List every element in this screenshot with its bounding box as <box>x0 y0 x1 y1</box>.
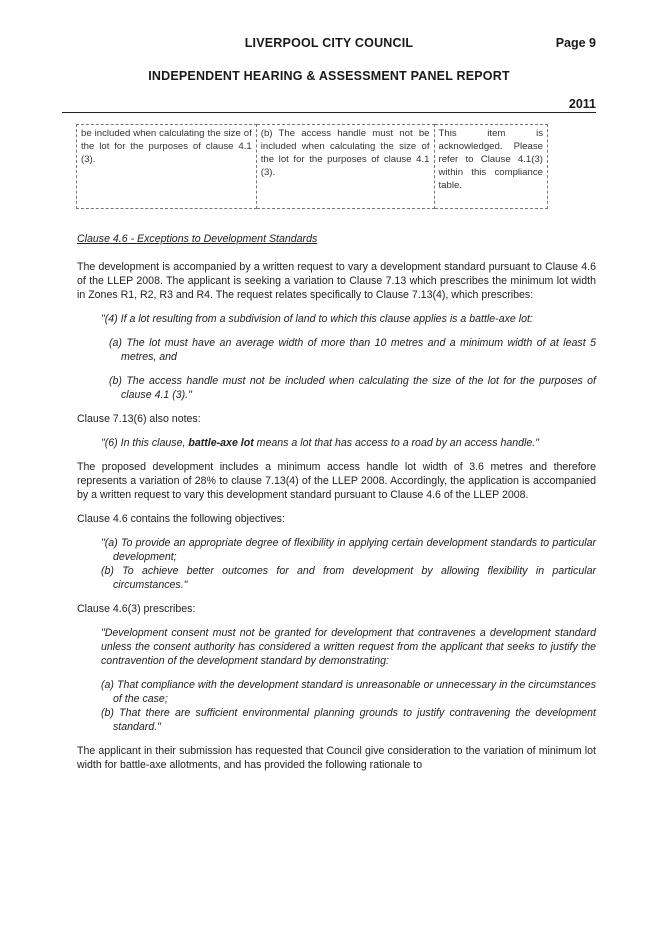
paragraph-objectives-intro: Clause 4.6 contains the following objectives: <box>77 513 285 525</box>
quote-item-a: (a) The lot must have an average width of more than 10 metres and a minimum width of at least 5 metres, and <box>109 337 596 363</box>
table-cell-compliance: This item is acknowledged. Please refer to Clause 4.1(3) within this compliance table. <box>434 125 548 209</box>
quote-text-pre: "(6) In this clause, <box>101 437 189 449</box>
objective-b: (b) To achieve better outcomes for and from development by allowing flexibility in particular circumstances." <box>101 565 596 591</box>
table-row <box>77 125 548 209</box>
header-divider <box>62 112 596 113</box>
paragraph-intro: The development is accompanied by a written request to vary a development standard pursuant to Clause 4.6 of the LLEP 2008. The applicant is seeking a variation to Clause 7.13 which prescribes the minimum lot width in Zones R1, R2, R3 and R4. The request relates specifically to Clause 7.13(4), which prescribes: <box>77 261 596 301</box>
section-heading: Clause 4.6 - Exceptions to Development Standards <box>77 233 318 245</box>
quote-clause-4-6-3: "Development consent must not be granted for development that contravenes a development standard unless the consent authority has considered a written request from the applicant that seeks to justify the contravention of the development standard by demonstrating: <box>101 627 596 667</box>
paragraph-clause-7-13-6: Clause 7.13(6) also notes: <box>77 413 201 425</box>
quote-clause-7-13-6 <box>101 436 596 450</box>
report-body <box>77 232 596 782</box>
quote-clause-7-13-4: "(4) If a lot resulting from a subdivision of land to which this clause applies is a battle-axe lot: <box>101 313 533 325</box>
table-cell-requirement: be included when calculating the size of the lot for the purposes of clause 4.1 (3). <box>77 125 257 209</box>
report-year: 2011 <box>568 97 596 111</box>
quote-condition-a: (a) That compliance with the development standard is unreasonable or unnecessary in the circumstances of the case; <box>101 679 596 705</box>
paragraph-variation: The proposed development includes a minimum access handle lot width of 3.6 metres and therefore represents a variation of 28% to clause 7.13(4) of the LLEP 2008. Accordingly, the application is accompanied by a written request to vary this development standard pursuant to Clause 4.6 of the LLEP 2008. <box>77 461 596 501</box>
quote-condition-b: (b) That there are sufficient environmental planning grounds to justify contravening the development standard." <box>101 707 596 733</box>
paragraph-applicant-rationale: The applicant in their submission has requested that Council give consideration to the variation of minimum lot width for battle-axe allotments, and has provided the following rationale to <box>77 745 596 771</box>
quote-text-post: means a lot that has access to a road by an access handle." <box>253 437 539 449</box>
compliance-table <box>76 124 548 209</box>
quote-item-b: (b) The access handle must not be included when calculating the size of the lot for the purposes of clause 4.1 (3)." <box>109 375 596 401</box>
report-title: INDEPENDENT HEARING & ASSESSMENT PANEL REPORT <box>148 69 510 83</box>
objective-a: "(a) To provide an appropriate degree of flexibility in applying certain development standards to particular development; <box>101 537 596 563</box>
page-number: Page 9 <box>555 36 596 50</box>
council-name: LIVERPOOL CITY COUNCIL <box>244 36 414 50</box>
paragraph-clause-4-6-3: Clause 4.6(3) prescribes: <box>77 603 196 615</box>
table-cell-provision: (b) The access handle must not be included when calculating the size of the lot for the purposes of clause 4.1 (3). <box>256 125 434 209</box>
defined-term: battle-axe lot <box>188 437 254 449</box>
